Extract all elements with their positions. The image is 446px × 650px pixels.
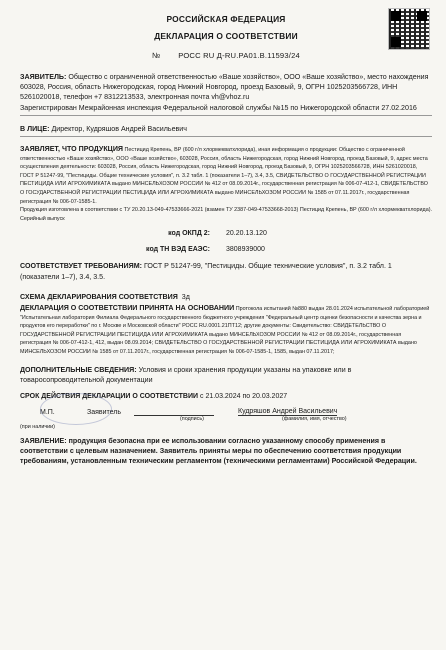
applicant-section [20, 72, 432, 113]
basis-section [20, 304, 432, 357]
registration-number-row [20, 51, 432, 60]
sign-caption: (подпись) [180, 415, 204, 422]
tnved-row [20, 245, 432, 255]
qr-code[interactable] [388, 8, 430, 50]
document-title: ДЕКЛАРАЦИЯ О СООТВЕТСТВИИ [154, 31, 298, 41]
signature-line [134, 407, 214, 416]
number-sign: № [152, 51, 161, 60]
validity-label: СРОК ДЕЙСТВИЯ ДЕКЛАРАЦИИ О СООТВЕТСТВИИ [20, 392, 199, 400]
validity-to-prefix: по [242, 392, 251, 400]
additional-section [20, 365, 432, 385]
person-label: В ЛИЦЕ: [20, 124, 50, 133]
mp-caption: (при наличии) [20, 423, 55, 430]
person-text: Директор, Кудряшов Андрей Васильевич [51, 124, 187, 133]
tnved-value: 3808939000 [226, 246, 265, 254]
requirements-label: СООТВЕТСТВУЕТ ТРЕБОВАНИЯМ: [20, 262, 142, 271]
validity-to: 20.03.2027 [252, 392, 288, 400]
country-title: РОССИЙСКАЯ ФЕДЕРАЦИЯ [166, 14, 286, 24]
statement-label: ЗАЯВЛЕНИЕ: [20, 436, 67, 445]
applicant-text: Общество с ограниченной ответственностью «Ваше хозяйство», ООО «Ваше хозяйство», место нахождения 603028, Россия, область Нижегородская, город Нижний Новгород, проезд Базовый, 9, ОГРН 1025203566728, ИНН 5261020018, телефон +7 8312213533, электронная почта vh@vhoz.ru [20, 73, 429, 102]
additional-label: ДОПОЛНИТЕЛЬНЫЕ СВЕДЕНИЯ: [20, 365, 137, 374]
applicant-sign-label: Заявитель [86, 408, 122, 416]
product-text: Пестицид Крепень, ВР (600 г/л хлормекватхлорида), иная информация о продукции: Общество с ограниченной ответственностью «Ваше хозяйство», ООО «Ваше хозяйство», 603028, Россия, область Нижегородская, город Нижний Новгород, проезд Базовый, 9, адрес места осуществления деятельности: 603028, Россия, область Нижегородская, город Нижний Новгород, проезд Базовый, 9, ОГРН 1025203566728, ИНН 5261020018, ГОСТ Р 51247-99, "Пестициды. Общие технические условия", п. 3.2 табл. 1 (показатели 1–7), 3.4, 3.5, СВИДЕТЕЛЬСТВО О ГОСУДАРСТВЕННОЙ РЕГИСТРАЦИИ ПЕСТИЦИДА ИЛИ АГРОХИМИКАТА выдано МИНСЕЛЬХОЗОМ РОССИИ № 412 от 08.09.2014г., государственная регистрация № 006-07-412-1, СВИДЕТЕЛЬСТВО О ГОСУДАРСТВЕННОЙ РЕГИСТРАЦИИ ПЕСТИЦИДА ИЛИ АГРОХИМИКАТА выдано МИНСЕЛЬХОЗОМ РОССИИ № 1585 от 07.11.2017г., государственная регистрация № 006-07-1585-1. [20, 147, 428, 205]
validity-signature-block [20, 393, 432, 430]
mp-label: М.П. [40, 408, 55, 416]
scheme-row [20, 292, 432, 302]
product-label: ЗАЯВЛЯЕТ, ЧТО ПРОДУКЦИЯ [20, 145, 124, 154]
statement-section [20, 436, 432, 467]
validity-from-prefix: с [200, 392, 204, 400]
requirements-section [20, 261, 432, 281]
requirements-text: ГОСТ Р 51247-99, "Пестициды. Общие технические условия", п. 3.2 табл. 1 (показатели 1–7), 3.4, 3.5. [20, 262, 392, 281]
okpd-row [20, 229, 432, 239]
applicant-registered: Зарегистрирован Межрайонная инспекция Федеральной налоговой службы №15 по Нижегородской области 27.02.2016 [20, 103, 417, 112]
okpd-label: код ОКПД 2: [168, 230, 210, 238]
applicant-label: ЗАЯВИТЕЛЬ: [20, 73, 67, 81]
person-section [20, 124, 432, 134]
product-made: Продукция изготовлена в соответствии с ТУ 20.20.13-049-47533666-2021 (взамен ТУ 2387-049-47533668-2013) Пестицид Крепень, ВР (600 г/л хлормекватхлорида). [20, 207, 432, 214]
divider [20, 136, 432, 137]
seal-stamp [40, 393, 112, 425]
name-caption: (фамилия, имя, отчество) [282, 415, 347, 422]
scheme-value: 3д [181, 292, 190, 301]
product-section [20, 145, 432, 223]
scheme-label: СХЕМА ДЕКЛАРИРОВАНИЯ СООТВЕТСТВИЯ [20, 292, 178, 301]
basis-label: ДЕКЛАРАЦИЯ О СООТВЕТСТВИИ ПРИНЯТА НА ОСНОВАНИИ [20, 303, 235, 312]
codes-block [20, 229, 432, 255]
mp-caption-row [20, 424, 432, 430]
signer-name: Кудряшов Андрей Васильевич [238, 407, 338, 415]
additional-text: Условия и сроки хранения продукции указаны на упаковке или в товаросопроводительной документации [20, 365, 352, 384]
tnved-label: код ТН ВЭД ЕАЭС: [146, 246, 210, 254]
okpd-value: 20.20.13.120 [226, 230, 267, 238]
validity-from: 21.03.2024 [205, 392, 241, 400]
registration-number: РОСС RU Д-RU.PA01.B.11593/24 [178, 51, 300, 60]
statement-text: продукция безопасна при ее использовании согласно указанному способу применения в соответствии с целевым назначением. Заявитель приняты меры по обеспечению соответствия продукции требованиям, установленным техническим регламентом (техническими регламентами) Российской Федерации. [20, 436, 417, 466]
basis-text: Протокола испытаний №880 выдан 28.01.2024 испытательной лабораторией "Испытательная лаборатория Филиала Федерального государственного бюджетного учреждения "Федеральный центр оценки безопасности и качества зерна и продуктов его переработки" по г. Москве и Московской области" РОСС RU.0001.21ПТ12; другие документы: Свидетельство: СВИДЕТЕЛЬСТВО О ГОСУДАРСТВЕННОЙ РЕГИСТРАЦИИ ПЕСТИЦИДА ИЛИ АГРОХИМИКАТА выдано МИНСЕЛЬХОЗОМ РОССИИ № 412 от 08.09.2014г., государственная регистрация № 006-07-412-1, 412, выдан 08.09.2014; СВИДЕТЕЛЬСТВО О ГОСУДАРСТВЕННОЙ РЕГИСТРАЦИИ ПЕСТИЦИДА ИЛИ АГРОХИМИКАТА выдано МИНСЕЛЬХОЗОМ РОССИИ № 1585 от 07.11.2017г., государственная регистрация № 006-07-1585-1, 1585, выдан 07.11.2017; [20, 305, 430, 355]
product-serial: Серийный выпуск [20, 215, 65, 222]
document-header [20, 12, 432, 43]
divider [20, 115, 432, 116]
